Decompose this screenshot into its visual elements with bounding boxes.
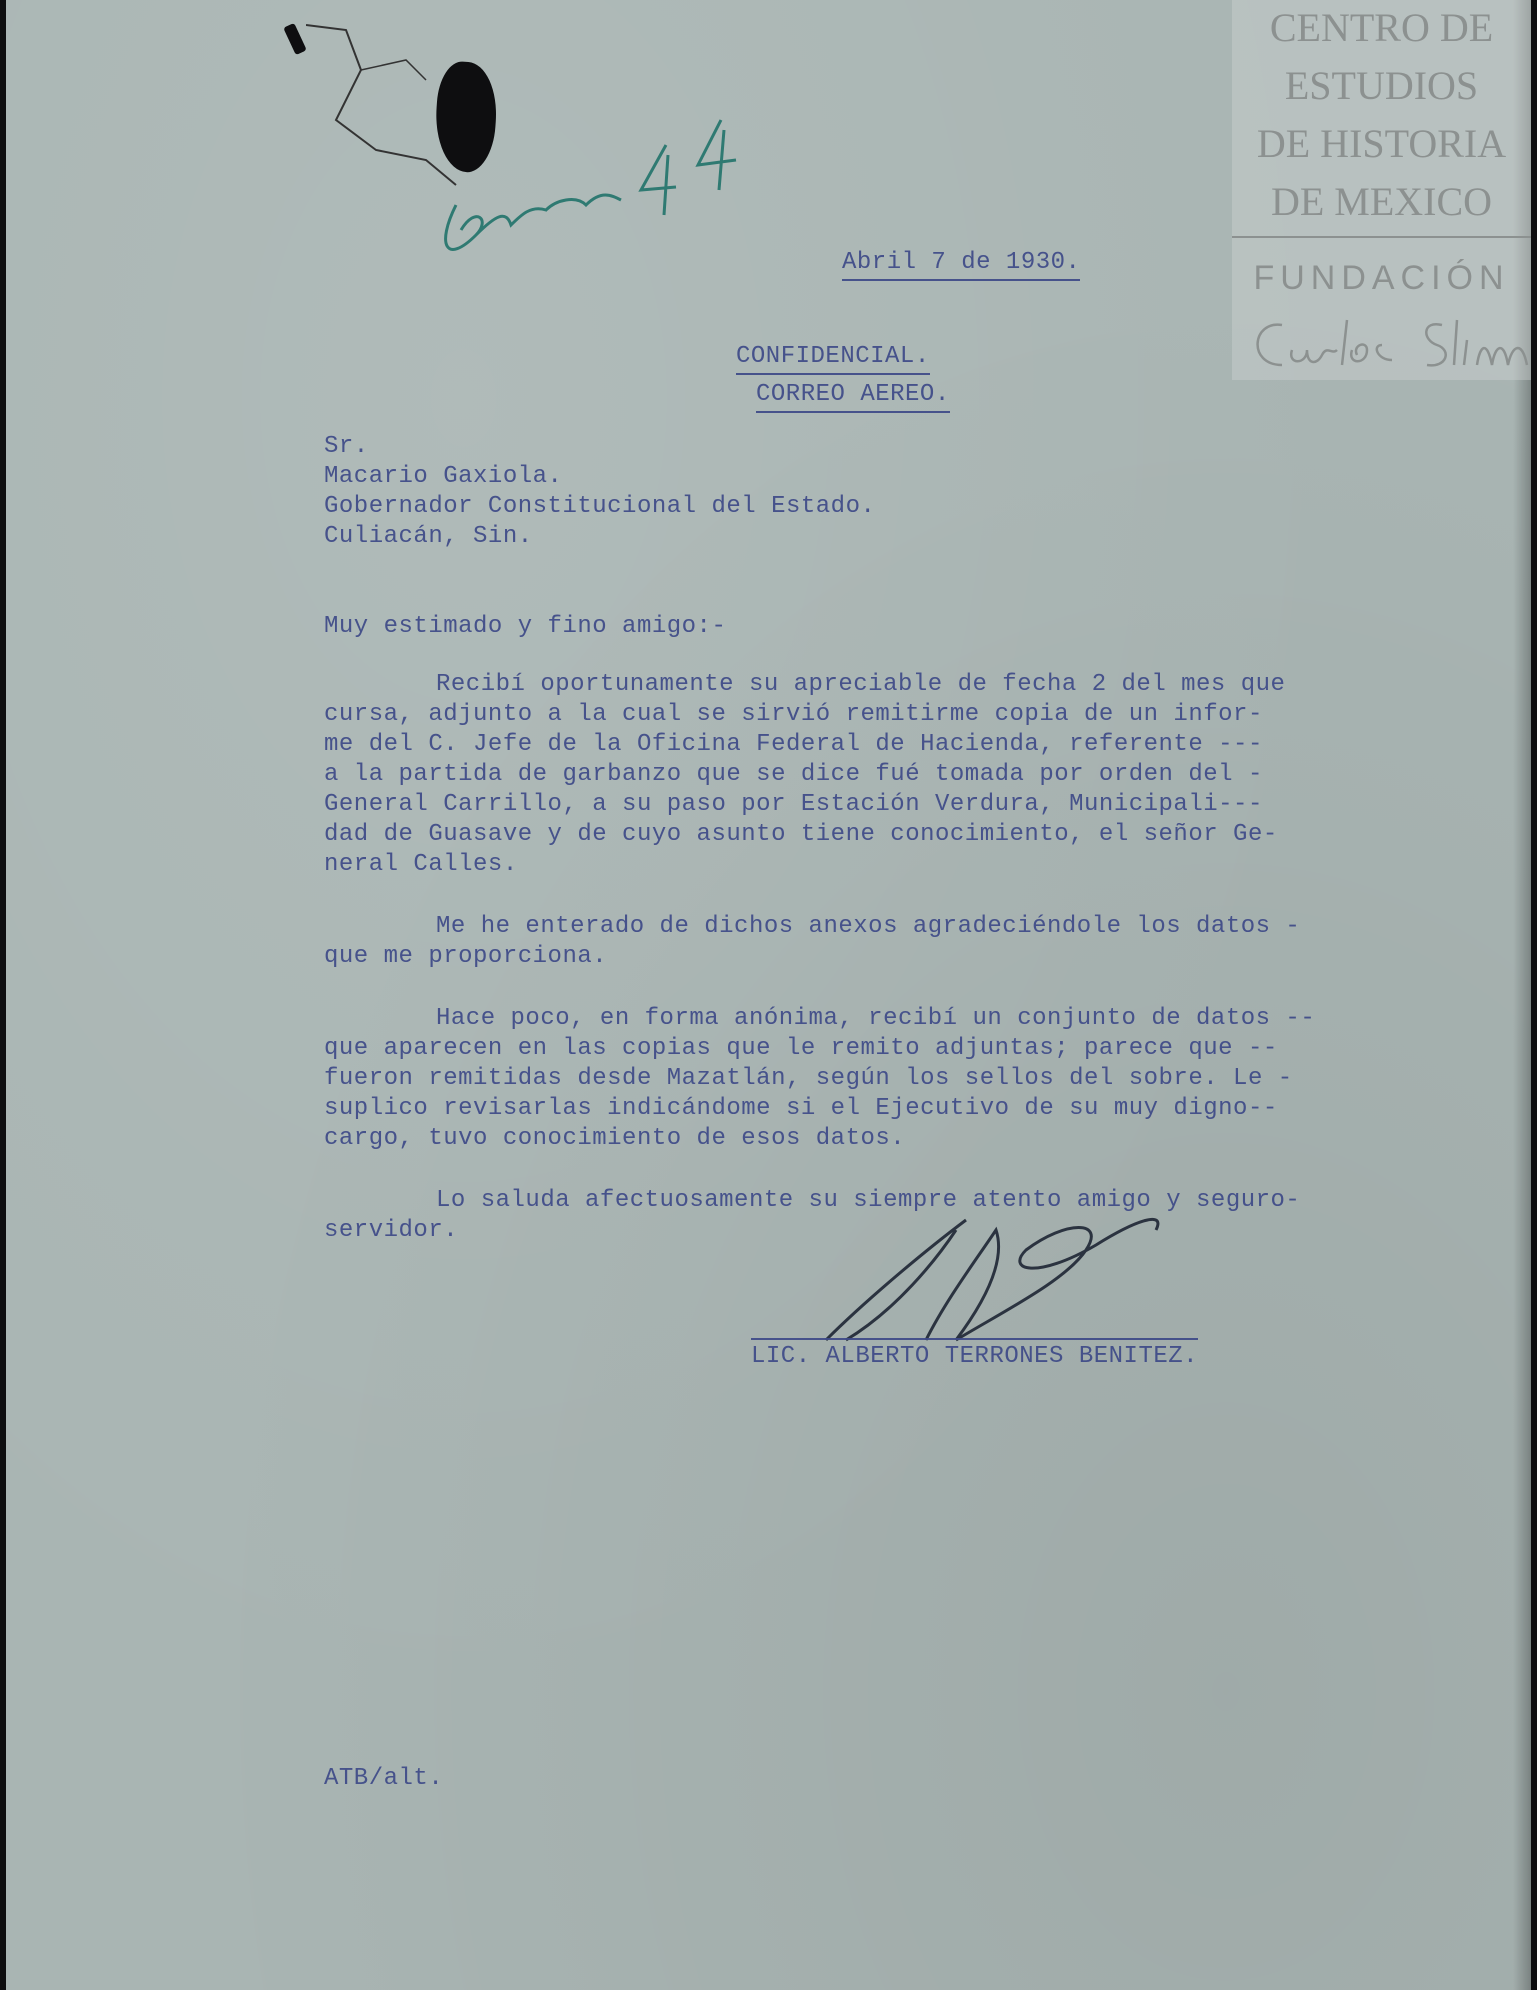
body-line: a la partida de garbanzo que se dice fué tomada por orden del - <box>324 761 1263 788</box>
body-line: servidor. <box>324 1217 459 1244</box>
salutation: Muy estimado y fino amigo:- <box>324 613 727 640</box>
seal-line: ESTUDIOS <box>1284 63 1479 108</box>
seal-foundation: FUNDACIÓN <box>1253 259 1510 297</box>
body-line: suplico revisarlas indicándome si el Ejecutivo de su muy digno-- <box>324 1095 1278 1122</box>
archive-seal <box>1232 0 1531 380</box>
recipient-position: Gobernador Constitucional del Estado. <box>324 493 876 520</box>
body-line: me del C. Jefe de la Oficina Federal de Hacienda, referente --- <box>324 731 1263 758</box>
body-line: que me proporciona. <box>324 943 608 970</box>
seal-line: DE HISTORIA <box>1256 121 1507 166</box>
seal-line: DE MEXICO <box>1270 179 1493 224</box>
body-line: Recibí oportunamente su apreciable de fecha 2 del mes que <box>436 671 1286 698</box>
body-line: cursa, adjunto a la cual se sirvió remitirme copia de un infor- <box>324 701 1263 728</box>
classification-airmail: CORREO AEREO. <box>756 380 950 413</box>
body-line: fueron remitidas desde Mazatlán, según los sellos del sobre. Le - <box>324 1065 1293 1092</box>
body-line: General Carrillo, a su paso por Estación Verdura, Municipali--- <box>324 791 1263 818</box>
body-line: neral Calles. <box>324 851 518 878</box>
body-line: Lo saluda afectuosamente su siempre atento amigo y seguro- <box>436 1187 1301 1214</box>
seal-divider <box>1232 236 1531 238</box>
signatory-name: LIC. ALBERTO TERRONES BENITEZ. <box>751 1338 1198 1372</box>
body-line: dad de Guasave y de cuyo asunto tiene conocimiento, el señor Ge- <box>324 821 1278 848</box>
letter-date: Abril 7 de 1930. <box>842 248 1080 281</box>
body-line: cargo, tuvo conocimiento de esos datos. <box>324 1125 906 1152</box>
letter-page <box>6 0 1531 1990</box>
recipient-name: Macario Gaxiola. <box>324 463 563 490</box>
classification-confidential: CONFIDENCIAL. <box>736 342 930 375</box>
body-line: que aparecen en las copias que le remito adjuntas; parece que -- <box>324 1035 1278 1062</box>
reference-initials: ATB/alt. <box>324 1765 444 1792</box>
body-line: Me he enterado de dichos anexos agradeciéndole los datos - <box>436 913 1301 940</box>
handwritten-note <box>436 95 766 265</box>
paper-tear <box>283 23 307 55</box>
body-line: Hace poco, en forma anónima, recibí un conjunto de datos -- <box>436 1005 1316 1032</box>
seal-script-signature <box>1242 310 1531 380</box>
recipient-location: Culiacán, Sin. <box>324 523 533 550</box>
recipient-title: Sr. <box>324 433 369 460</box>
seal-line: CENTRO DE <box>1269 5 1494 50</box>
